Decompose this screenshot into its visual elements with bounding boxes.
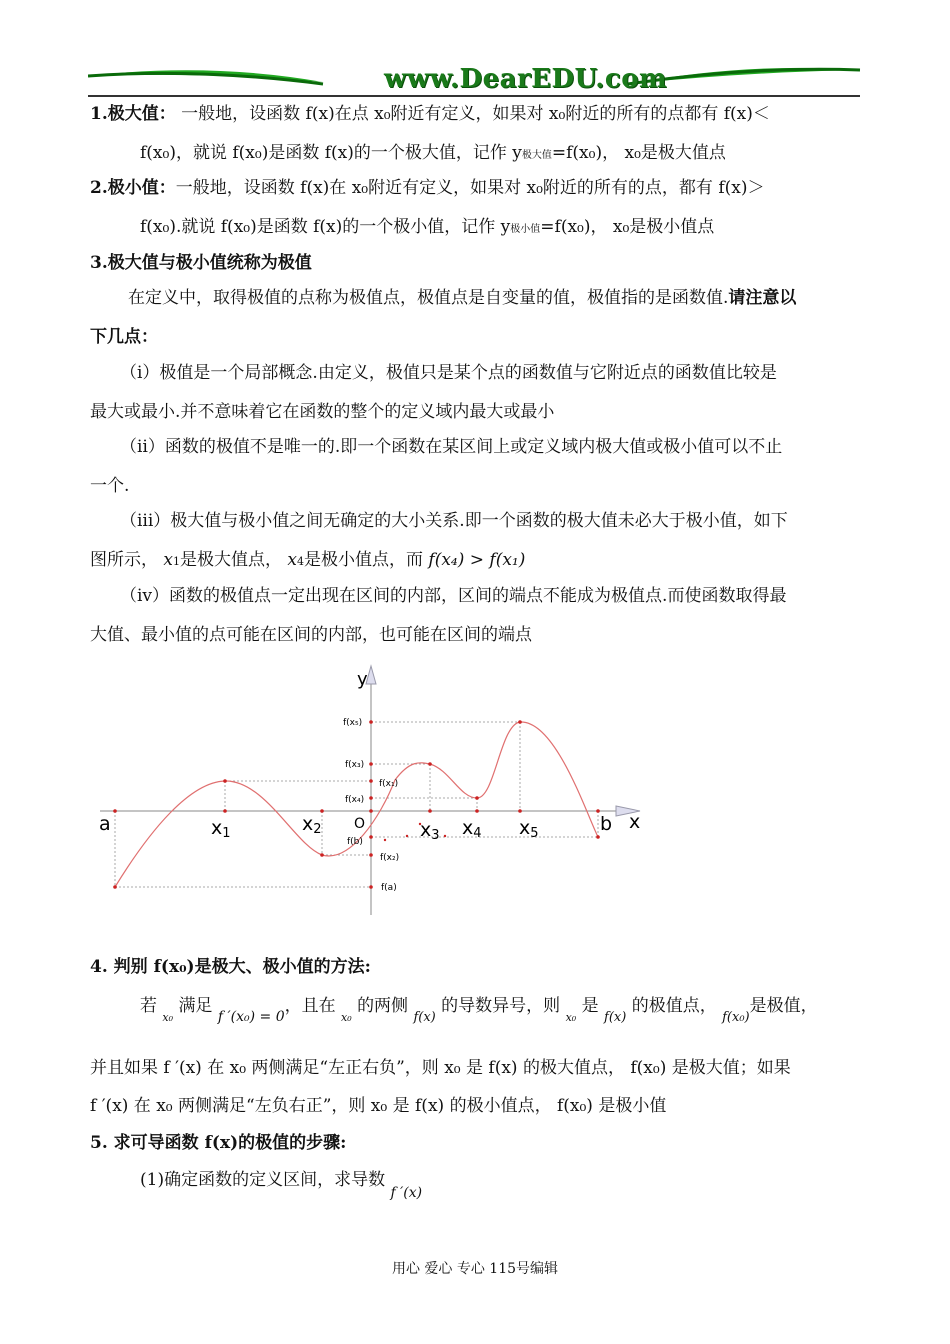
p3-x4: x: [287, 550, 297, 570]
a-label: a: [99, 813, 111, 835]
p5-s1-text: (1)确定函数的定义区间，求导数: [140, 1170, 386, 1190]
x-label: x: [629, 811, 641, 833]
p5-step1: [140, 1170, 423, 1201]
p4-x0c: x₀: [565, 1011, 577, 1024]
p3-iv2: 大值、最小值的点可能在区间的内部，也可能在区间的端点: [90, 625, 532, 645]
fx1-label: f(x₁): [379, 779, 399, 789]
p3-iii2: 图所示， x1是极大值点， x4是极小值点，而 f(x₄) > f(x₁): [90, 550, 526, 570]
p4-b: 满足: [178, 996, 213, 1016]
x4-label: x4: [462, 817, 482, 841]
p3-intro1-bold: 请注意以: [728, 288, 797, 308]
fb-label: f(b): [347, 837, 363, 847]
p3-intro2: 下几点：: [90, 327, 158, 347]
p1-text3: =f(x₀)， x₀是极大值点: [551, 143, 726, 163]
extrema-graph: [95, 660, 655, 920]
page-footer: 用心 爱心 专心 115号编辑: [391, 1261, 559, 1277]
b-label: b: [600, 813, 613, 835]
p1-text2: f(x₀)，就说 f(x₀)是函数 f(x)的一个极大值，记作 y: [140, 143, 522, 163]
p4-fx2: f(x): [604, 1010, 627, 1025]
x5-label: x5: [519, 817, 539, 841]
p3-intro1-text: 在定义中，取得极值的点称为极值点，极值点是自变量的值，极值指的是函数值.: [128, 288, 729, 308]
site-banner: [88, 62, 863, 98]
fa-label: f(a): [381, 883, 397, 893]
fx5-label: f(x₅): [343, 718, 363, 728]
p4-line2: 并且如果 f ′(x) 在 x₀ 两侧满足“左正右负”，则 x₀ 是 f(x) 的极大值点， f(x₀) 是极大值；如果: [90, 1058, 791, 1078]
p1-sub: 极大值: [521, 150, 552, 161]
p2-text3: =f(x₀)， x₀是极小值点: [540, 217, 715, 237]
p4-line3: f ′(x) 在 x₀ 两侧满足“左负右正”，则 x₀ 是 f(x) 的极小值点， f(x₀) 是极小值: [90, 1096, 667, 1116]
fx2-label: f(x₂): [380, 853, 400, 863]
fx4-label: f(x₄): [345, 795, 365, 805]
p2-line1: [90, 178, 764, 198]
p2-text1: 一般地，设函数 f(x)在 x₀附近有定义，如果对 x₀附近的所有的点，都有 f(x)＞: [175, 178, 765, 198]
p3-x1: x: [163, 550, 173, 570]
p4-x0b: x₀: [341, 1011, 352, 1024]
p1-line1: [90, 104, 770, 124]
x1-label: x1: [211, 817, 231, 841]
p3-ii2: 一个.: [90, 476, 130, 496]
p4-x0: x₀: [162, 1011, 174, 1024]
header-rule: [88, 95, 860, 97]
p1-term: 极大值：: [107, 104, 176, 124]
p3-iv1: （ⅳ）函数的极值点一定出现在区间的内部，区间的端点不能成为极值点.而使函数取得最: [120, 586, 787, 606]
origin-label: O: [354, 816, 366, 832]
p4-a: 若: [140, 996, 157, 1016]
p1-num: 1.: [90, 104, 108, 124]
p3-iii2-a: 图所示，: [90, 550, 158, 570]
p4-h: 是极值，: [749, 996, 818, 1016]
p4-heading: 4. 判别 f(x₀)是极大、极小值的方法:: [90, 957, 371, 977]
p3-iii2-b: 是极大值点，: [180, 550, 282, 570]
p3-ineq: f(x₄) > f(x₁): [428, 550, 526, 570]
p4-d: 的两侧: [357, 996, 409, 1016]
p3-i1: （ⅰ）极值是一个局部概念.由定义，极值只是某个点的函数值与它附近点的函数值比较是: [120, 363, 777, 383]
p2-num: 2.: [90, 178, 108, 198]
fx3-label: f(x₃): [345, 760, 365, 770]
y-label: y: [357, 669, 368, 690]
site-name[interactable]: www.DearEDU.com: [383, 64, 668, 94]
p5-heading: 5. 求可导函数 f(x)的极值的步骤:: [90, 1133, 347, 1153]
p3-iii1: （ⅲ）极大值与极小值之间无确定的大小关系.即一个函数的极大值未必大于极小值，如下: [120, 511, 788, 531]
p4-deriv: f ′(x₀) = 0: [217, 1009, 285, 1025]
p4-e: 的导数异号，则: [441, 996, 561, 1016]
x3-label: x3: [420, 819, 440, 843]
p3-ii1: （ⅱ）函数的极值不是唯一的.即一个函数在某区间上或定义域内极大值或极小值可以不止: [120, 437, 783, 457]
p1-text1: 一般地，设函数 f(x)在点 x₀附近有定义，如果对 x₀附近的所有的点都有 f(x)＜: [181, 104, 770, 124]
p4-g: 的极值点，: [631, 996, 717, 1016]
p2-term: 极小值：: [107, 178, 176, 198]
p3-iii2-c: 是极小值点，而: [304, 550, 423, 570]
p3-intro1: [128, 288, 796, 308]
p2-text2: f(x₀).就说 f(x₀)是函数 f(x)的一个极小值，记作 y: [140, 217, 511, 237]
p4-line1: [140, 994, 818, 1025]
p4-fx0: f(x₀): [722, 1010, 750, 1025]
x2-label: x2: [302, 813, 322, 837]
p4-fx: f(x): [413, 1010, 436, 1025]
p5-deriv: f ′(x): [390, 1185, 423, 1201]
p4-f: 是: [581, 996, 599, 1016]
p4-c: ，且在: [284, 996, 336, 1016]
p1-line2: [140, 143, 726, 166]
p2-line2: [140, 217, 714, 240]
p3-heading: 3.极大值与极小值统称为极值: [90, 253, 312, 273]
p2-sub: 极小值: [510, 224, 541, 235]
p3-i2: 最大或最小.并不意味着它在函数的整个的定义域内最大或最小: [90, 402, 555, 422]
